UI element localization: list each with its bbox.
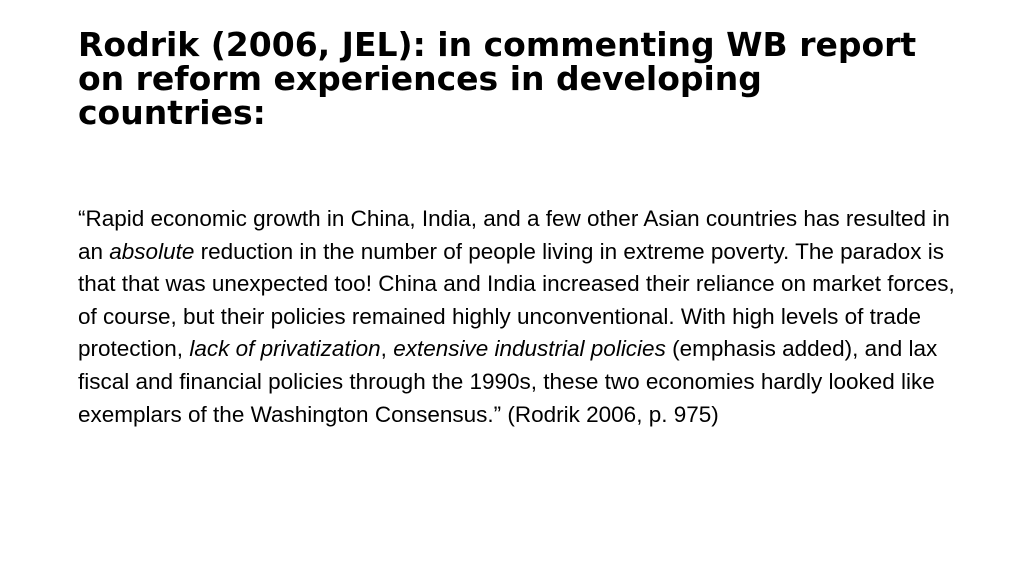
quote-paragraph bbox=[78, 203, 978, 431]
quote-text-part-1: “Rapid economic growth in China, India, and a few other Asian countries has resulted in an bbox=[78, 206, 950, 264]
quote-text-part-4: (emphasis added), and lax fiscal and financial policies through the 1990s, these two economies hardly looked like exemplars of the Washington Consensus.” (Rodrik 2006, p. 975) bbox=[78, 336, 938, 427]
quote-text-part-2: reduction in the number of people living in extreme poverty. The paradox is that that was unexpected too! China and India increased their reliance on market forces, of course, but their policies remained highly unconventional. With high levels of trade protection, bbox=[78, 238, 955, 362]
slide-title: Rodrik (2006, JEL): in commenting WB report on reform experiences in developing countries: bbox=[78, 25, 917, 132]
quote-emphasis-absolute: absolute bbox=[109, 238, 195, 264]
quote-emphasis-privatization: lack of privatization bbox=[189, 336, 381, 362]
quote-emphasis-industrial-policies: extensive industrial policies bbox=[393, 336, 666, 362]
quote-text-part-3: , bbox=[380, 336, 394, 362]
